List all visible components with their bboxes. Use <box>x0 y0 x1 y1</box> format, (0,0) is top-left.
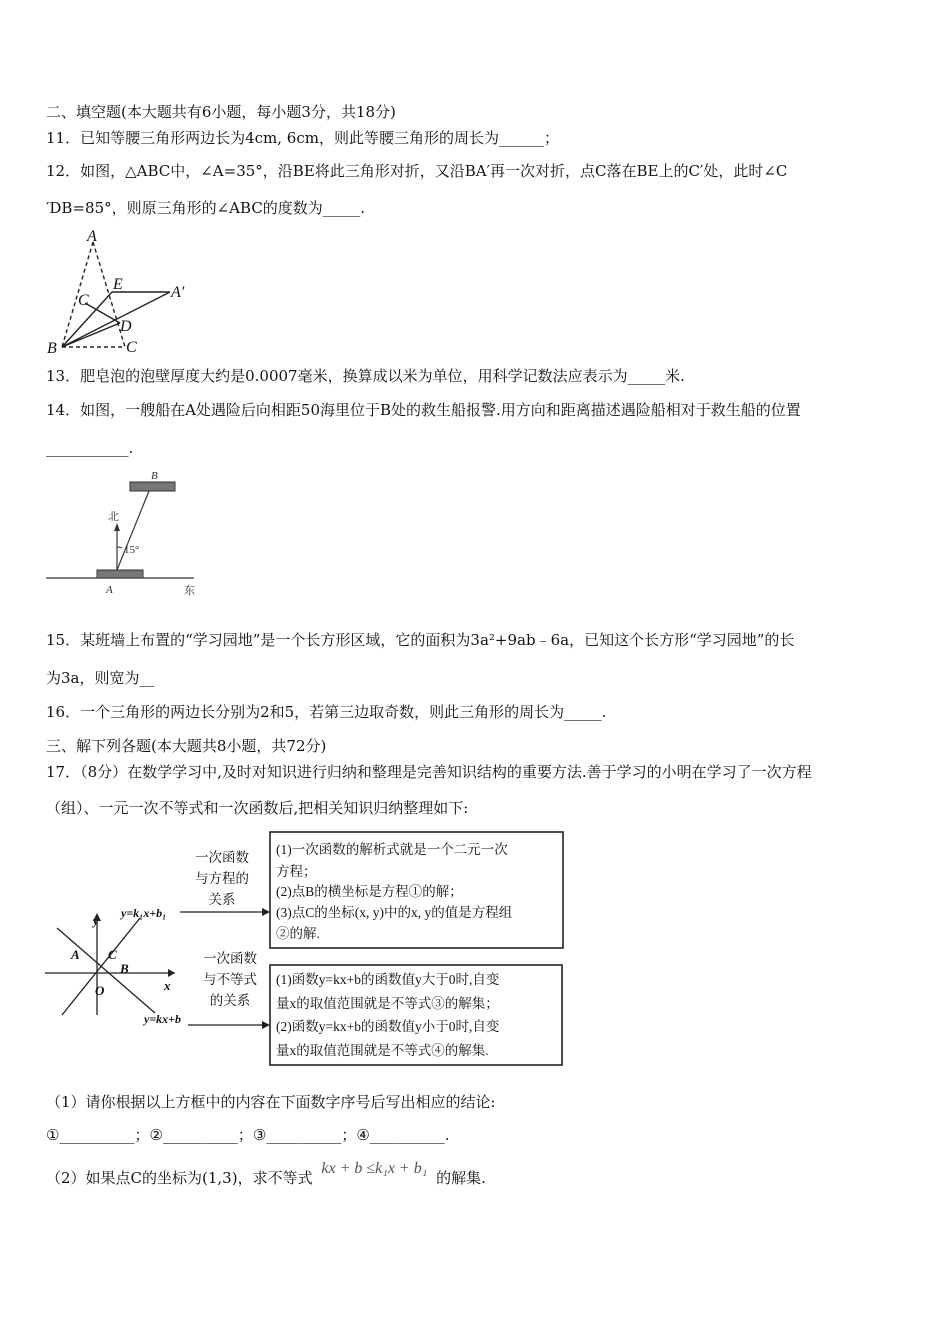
question-16: 16．一个三角形的两边长分别为2和5，若第三边取奇数，则此三角形的周长为_____. <box>46 703 607 721</box>
relation-label-2-line-2: 与不等式 <box>203 972 257 987</box>
question-13: 13．肥皂泡的泡壁厚度大约是0.0007毫米，换算成以米为单位，用科学记数法应表示为_____米. <box>46 367 685 385</box>
relation-label-1-line-2: 与方程的 <box>195 871 249 886</box>
sub-2-suffix: 的解集. <box>436 1169 486 1187</box>
label-E: E <box>113 276 123 293</box>
question-15-line-1: 15．某班墙上布置的“学习园地”是一个长方形区域，它的面积为3a²+9ab﹣6a，已知这个长方形“学习园地”的长 <box>46 631 795 649</box>
section-3-title: 三、解下列各题(本大题共8小题，共72分) <box>46 737 327 755</box>
relation-label-1-line-3: 关系 <box>208 892 236 907</box>
box1-line-2: 方程； <box>276 864 317 879</box>
question-17-line-2: （组）、一元一次不等式和一次函数后,把相关知识归纳整理如下: <box>46 799 469 817</box>
figure-14 <box>44 465 204 600</box>
axis-y: y <box>93 913 99 928</box>
question-12-line-2: ′DB=85°，则原三角形的∠ABC的度数为_____. <box>46 199 366 217</box>
origin-O: O <box>95 983 105 998</box>
inequality-formula: kx + b ≤k₁x + b₁ <box>321 1160 428 1177</box>
question-17-answers: ①__________；②__________；③__________；④__________. <box>46 1126 450 1144</box>
relation-label-2-line-3: 的关系 <box>209 993 251 1008</box>
question-11: 11．已知等腰三角形两边长为4cm, 6cm，则此等腰三角形的周长为______； <box>46 129 559 147</box>
label-angle: 15° <box>124 544 140 556</box>
label-A: A <box>87 228 97 245</box>
figure-17 <box>40 825 570 1070</box>
relation-label-1-line-1: 一次函数 <box>195 850 249 865</box>
box2-line-1: (1)函数y=kx+b的函数值y大于0时,自变 <box>276 972 500 987</box>
question-14-line-2: ___________. <box>46 439 134 457</box>
question-17-line-1: 17．（8分）在数学学习中,及时对知识进行归纳和整理是完善知识结构的重要方法.善于学习的小明在学习了一次方程 <box>46 763 812 781</box>
box1-line-3: (2)点B的横坐标是方程①的解； <box>276 884 463 899</box>
label-A-prime: A′ <box>171 284 185 301</box>
figure-12 <box>40 225 210 360</box>
label-east: 东 <box>184 585 195 597</box>
label-D: D <box>120 318 132 335</box>
box2-line-2: 量x的取值范围就是不等式③的解集； <box>276 996 499 1011</box>
label-A: A <box>106 584 113 596</box>
relation-label-2-line-1: 一次函数 <box>203 951 257 966</box>
equation-1: y=k₁x+b₁ <box>121 906 167 920</box>
question-17-sub-1: （1）请你根据以上方框中的内容在下面数字序号后写出相应的结论: <box>46 1093 496 1111</box>
point-A: A <box>71 947 80 962</box>
section-2-title: 二、填空题(本大题共有6小题，每小题3分，共18分) <box>46 103 396 121</box>
label-B: B <box>47 340 57 357</box>
box2-line-4: 量x的取值范围就是不等式④的解集. <box>276 1043 489 1058</box>
point-B: B <box>120 961 129 976</box>
box1-line-5: ②的解. <box>276 926 320 941</box>
box1-line-1: (1)一次函数的解析式就是一个二元一次 <box>276 842 508 857</box>
box2-line-3: (2)函数y=kx+b的函数值y小于0时,自变 <box>276 1019 500 1034</box>
label-north: 北 <box>108 511 119 523</box>
label-C: C <box>126 339 137 356</box>
question-17-sub-2 <box>46 1160 486 1189</box>
equation-2: y=kx+b <box>144 1012 182 1026</box>
sub-2-prefix: （2）如果点C的坐标为(1,3)，求不等式 <box>46 1169 313 1187</box>
axis-x: x <box>164 978 171 993</box>
question-12-line-1: 12．如图，△ABC中，∠A=35°，沿BE将此三角形对折，又沿BA′再一次对折，点C落在BE上的C′处，此时∠C <box>46 162 788 180</box>
label-B: B <box>151 470 158 482</box>
question-15-line-2: 为3a，则宽为__ <box>46 669 155 687</box>
question-14-line-1: 14．如图，一艘船在A处遇险后向相距50海里位于B处的救生船报警.用方向和距离描述遇险船相对于救生船的位置 <box>46 401 801 419</box>
point-C: C <box>108 947 117 962</box>
label-C-prime: C <box>78 292 89 309</box>
box1-line-4: (3)点C的坐标(x, y)中的x, y的值是方程组 <box>276 905 513 920</box>
